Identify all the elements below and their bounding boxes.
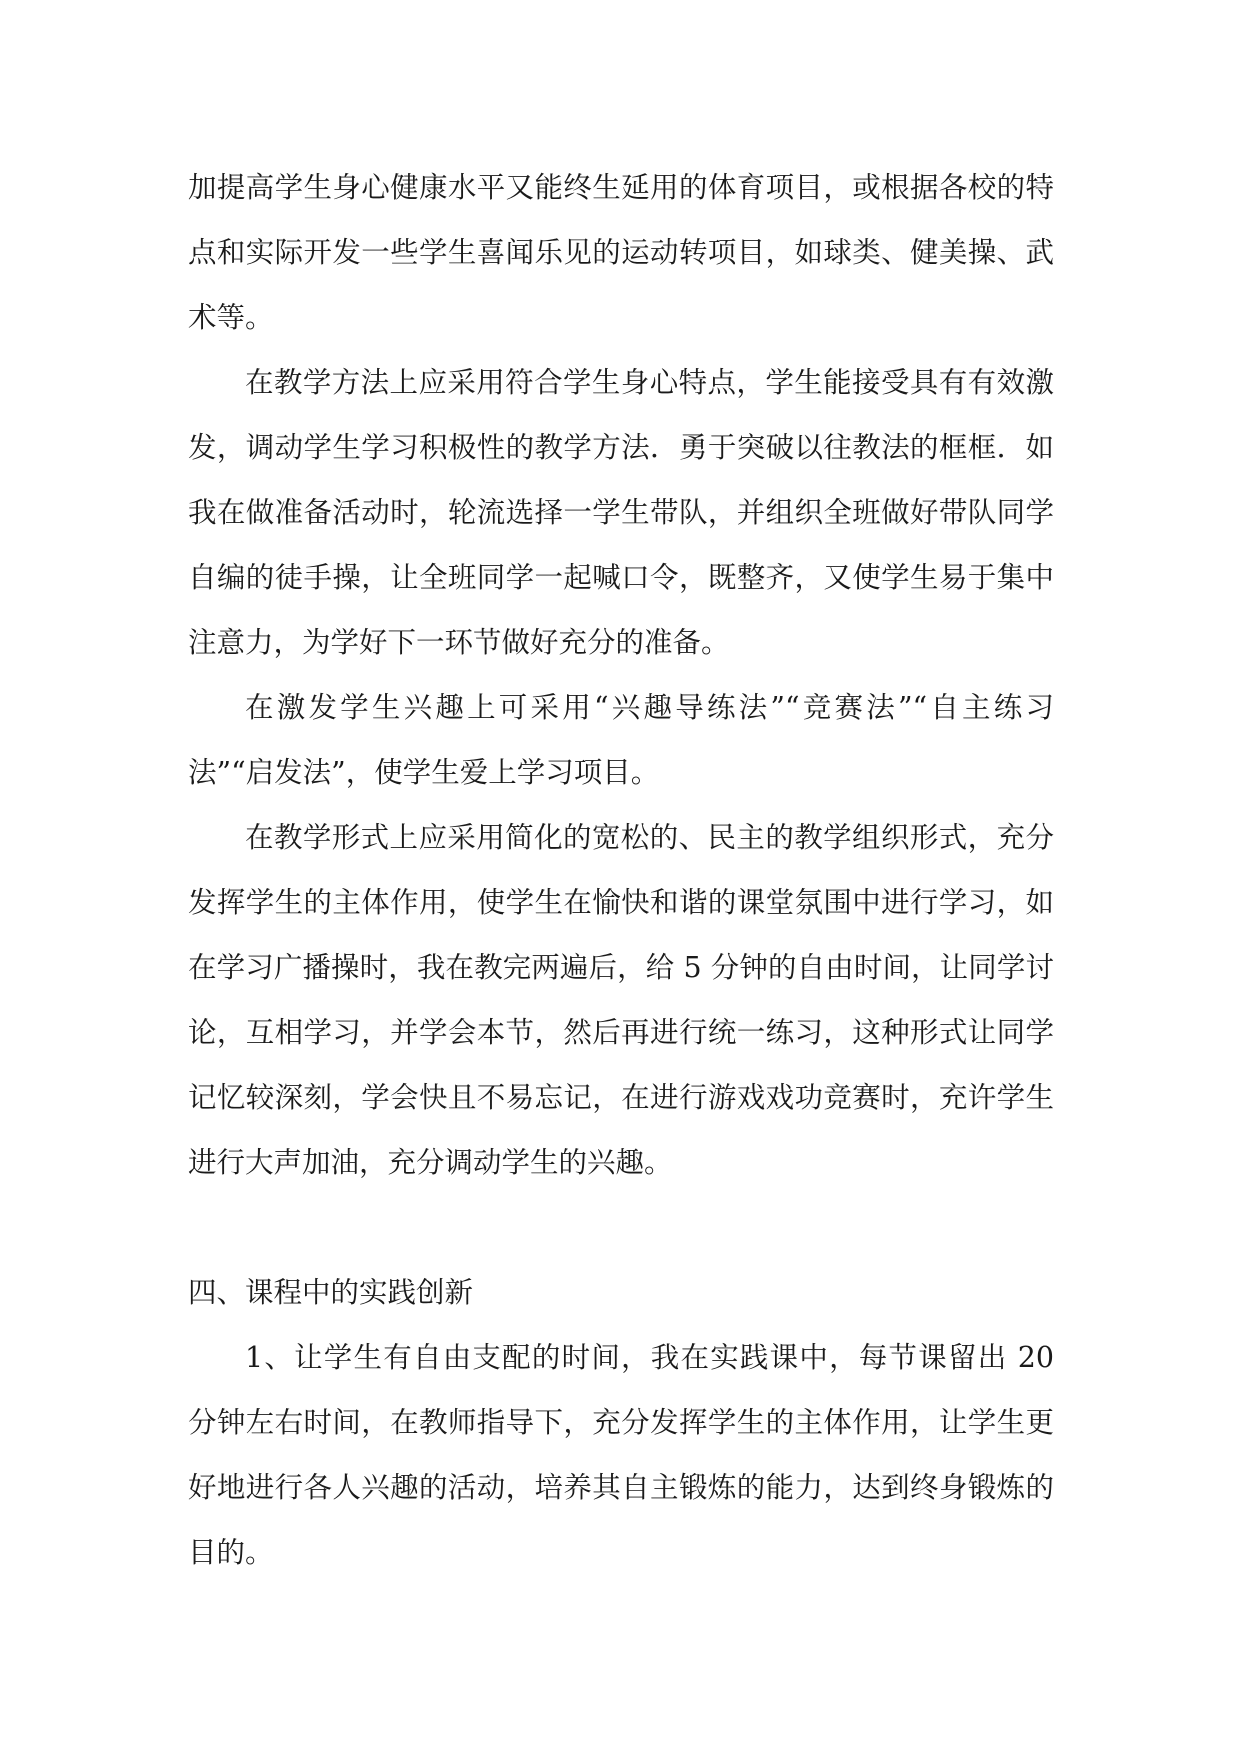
section-spacer [188,1195,1054,1260]
paragraph-interest-methods: 在激发学生兴趣上可采用“兴趣导练法”“竞赛法”“自主练习法”“启发法”，使学生爱上学习项目。 [188,691,1054,789]
document-body [188,155,1054,1585]
paragraph-practice-innovation: 1、让学生有自由支配的时间，我在实践课中，每节课留出 20 分钟左右时间，在教师指导下，充分发挥学生的主体作用，让学生更好地进行各人兴趣的活动，培养其自主锻炼的能力，达到终身锻炼的目的。 [188,1341,1054,1569]
paragraph-teaching-methods: 在教学方法上应采用符合学生身心特点，学生能接受具有有效激发，调动学生学习积极性的教学方法．勇于突破以往教法的框框．如我在做准备活动时，轮流选择一学生带队，并组织全班做好带队同学自编的徒手操，让全班同学一起喊口令，既整齐，又使学生易于集中注意力，为学好下一环节做好充分的准备。 [188,366,1054,659]
section-heading: 四、课程中的实践创新 [188,1276,474,1309]
paragraph-continuation: 加提高学生身心健康水平又能终生延用的体育项目，或根据各校的特点和实际开发一些学生喜闻乐见的运动转项目，如球类、健美操、武术等。 [188,171,1054,334]
paragraph-teaching-forms: 在教学形式上应采用简化的宽松的、民主的教学组织形式，充分发挥学生的主体作用，使学生在愉快和谐的课堂氛围中进行学习，如在学习广播操时，我在教完两遍后，给 5 分钟的自由时间，让同学讨论，互相学习，并学会本节，然后再进行统一练习，这种形式让同学记忆较深刻，学会快且不易忘记，在进行游戏戏功竞赛时，充许学生进行大声加油，充分调动学生的兴趣。 [188,821,1054,1179]
